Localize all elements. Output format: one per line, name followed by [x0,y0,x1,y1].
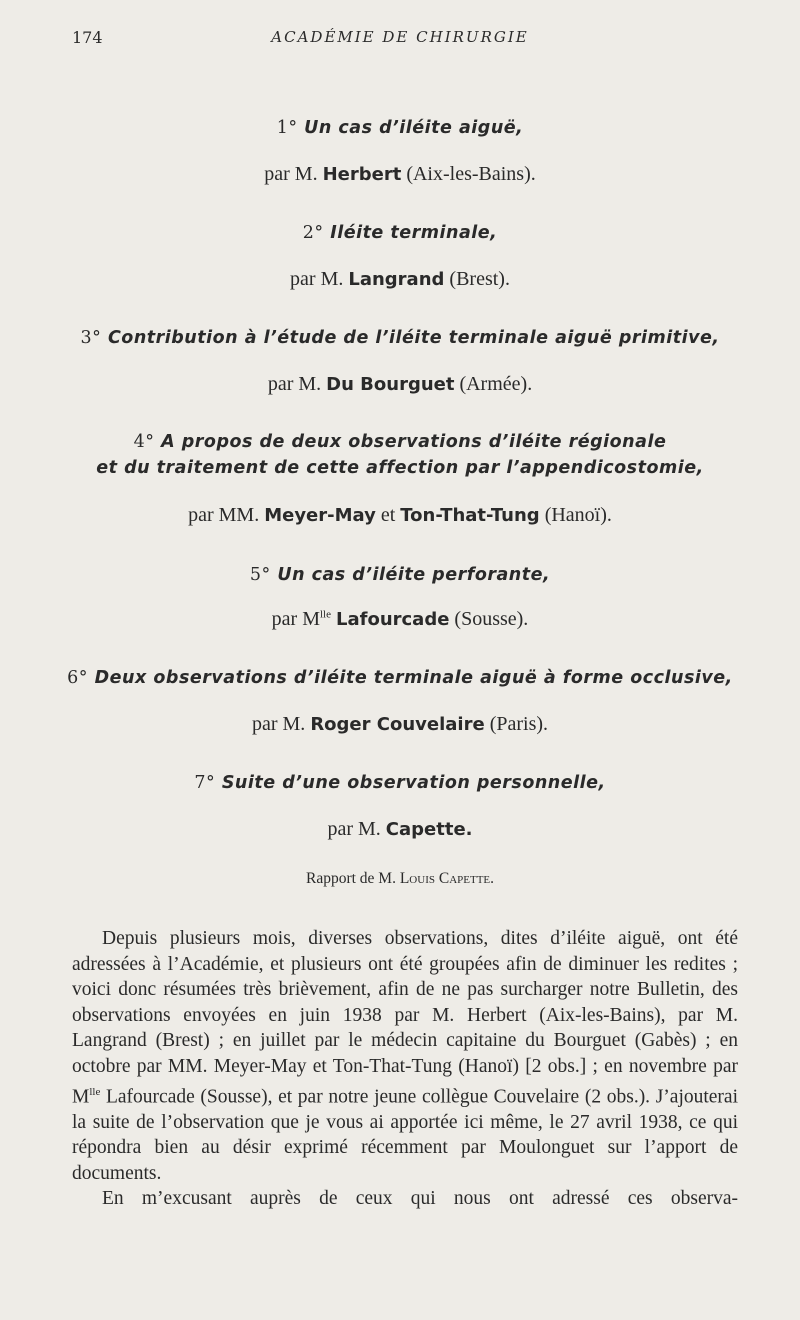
entry-4-title-line2: et du traitement de cette affection par l’appendicostomie, [96,458,704,478]
entry-2-title: 2° Iléite terminale, [302,223,498,243]
entry-4-author: par MM. Meyer-May et Ton-That-Tung (Hanoï). [188,504,612,526]
page-header [0,28,800,52]
entry-6-title: 6° Deux observations d’iléite terminale aiguë à forme occlusive, [67,668,733,688]
body-text [72,926,738,1212]
entry-1-author: par M. Herbert (Aix-les-Bains). [264,163,536,185]
entry-5-title: 5° Un cas d’iléite perforante, [249,565,551,585]
paragraph-2: En m’excusant auprès de ceux qui nous ont adressé ces observa- [102,1188,738,1210]
entry-5-author: par $M^{lle}$ Lafourcade (Sousse). [271,608,529,630]
rapport-line: Rapport de M. Louis Capette. [305,870,495,887]
entry-7-title: 7° Suite d’une observation personnelle, [194,773,606,793]
page-number: 174 [72,28,103,47]
entry-3-author: par M. Du Bourguet (Armée). [267,373,533,395]
entry-4-title-line1: 4° A propos de deux observations d’iléite régionale [133,432,667,452]
entry-7-author: par M. Capette. [327,818,473,840]
entry-2-author: par M. Langrand (Brest). [290,268,510,290]
entry-1-title: 1° Un cas d’iléite aiguë, [276,118,524,138]
entry-3-title: 3° Contribution à l’étude de l’iléite terminale aiguë primitive, [80,328,720,348]
paragraph-1: Depuis plusieurs mois, diverses observations, dites d’iléite aiguë, ont été adressées à l’Académie, et plusieurs ont été groupées afin de diminuer les redites ; voici donc résumées très brièvement, afin de ne pas surcharger notre Bulletin, des observations envoyées en juin 1938 par M. Herbert (Aix-les-Bains), par M. Langrand (Brest) ; en juillet par le médecin capitaine du Bourguet (Gabès) ; en octobre par MM. Meyer-May et Ton-That-Tung (Hanoï) [2 obs.] ; en novembre par $M^{lle}$ Lafourcade (Sousse), et par notre jeune collègue Couvelaire (2 obs.). J’ajouterai la suite de l’observation que je vous ai apportée ici même, le 27 avril 1938, ce qui répondra bien au désir exprimé récemment par Moulonguet sur l’apport de documents. [72,928,738,1184]
entry-6-author: par M. Roger Couvelaire (Paris). [251,713,549,735]
running-head: ACADÉMIE DE CHIRURGIE [271,28,529,46]
